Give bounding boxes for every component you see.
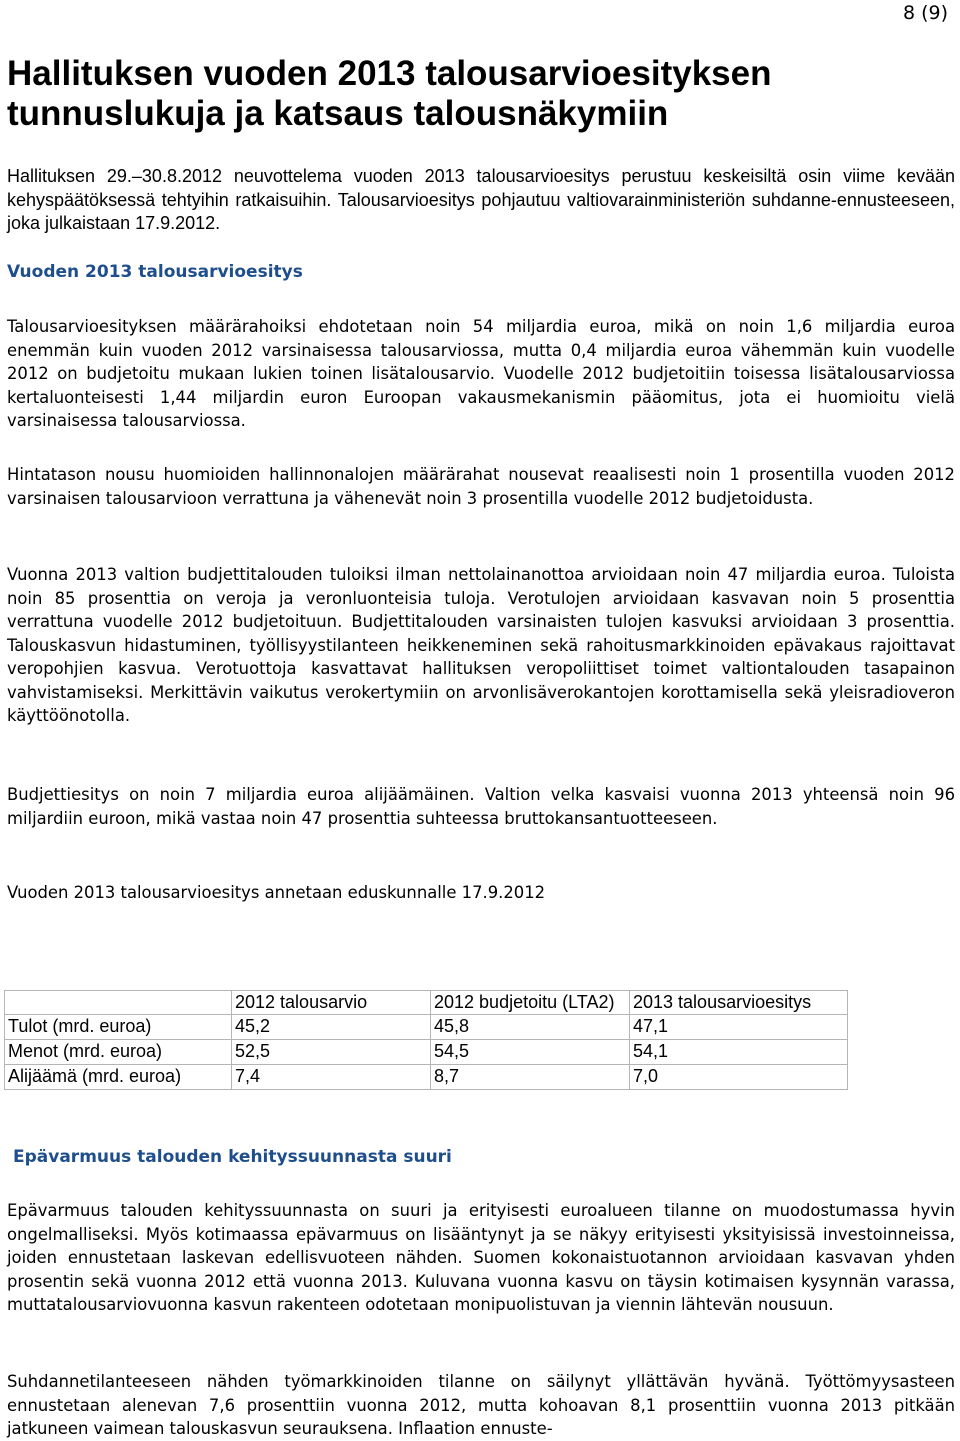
table-cell: 7,4 — [232, 1065, 431, 1090]
paragraph-uncertainty: Epävarmuus talouden kehityssuunnasta on suuri ja erityisesti euroalueen tilanne on muodostumassa hyvin ongelmalliseksi. Myös kotimaassa epävarmuus on lisääntynyt ja se näkyy erityisesti yksityisissä investoinneissa, joiden ennustetaan laskevan edellisvuoteen nähden. Suomen kokonaistuotannon arvioidaan kasvavan yhden prosentin sekä vuonna 2012 että vuonna 2013. Kuluvana vuonna kasvu on täysin kotimaisen kysynnän varassa, muttatalousarviovuonna kasvun rakenteen odotetaan monipuolistuvan ja viennin lähtevän nousuun. — [7, 1201, 955, 1314]
table-cell: 45,2 — [232, 1015, 431, 1040]
table-cell: 54,1 — [630, 1040, 848, 1065]
table-cell: 7,0 — [630, 1065, 848, 1090]
page-title: Hallituksen vuoden 2013 talousarvioesityksen tunnuslukuja ja katsaus talousnäkymiin — [7, 54, 772, 133]
table-header-cell: 2012 budjetoitu (LTA2) — [431, 991, 630, 1015]
table-row-label: Alijäämä (mrd. euroa) — [5, 1065, 232, 1090]
table-header-cell — [5, 991, 232, 1015]
table-cell: 8,7 — [431, 1065, 630, 1090]
table-cell: 47,1 — [630, 1015, 848, 1040]
paragraph-price-level: Hintatason nousu huomioiden hallinnonalojen määrärahat nousevat reaalisesti noin 1 prosentilla vuoden 2012 varsinaisen talousarvioon verrattuna ja vähenevät noin 3 prosentilla vuodelle 2012 budjetoidusta. — [7, 465, 955, 508]
table-row — [5, 1040, 848, 1065]
table-row-label: Menot (mrd. euroa) — [5, 1040, 232, 1065]
paragraph-labour-market: Suhdannetilanteeseen nähden työmarkkinoiden tilanne on säilynyt yllättävän hyvänä. Työttömyysasteen ennustetaan alenevan 7,6 prosenttiin vuonna 2012, mutta kohoavan 8,1 prosenttiin vuonna 2013 pitkään jatkuneen vaimean talouskasvun seurauksena. Inflaation ennuste- — [7, 1372, 955, 1438]
budget-summary-table — [4, 990, 848, 1090]
paragraph-submission-date: Vuoden 2013 talousarvioesitys annetaan eduskunnalle 17.9.2012 — [7, 883, 546, 902]
intro-paragraph: Hallituksen 29.–30.8.2012 neuvottelema vuoden 2013 talousarvioesitys perustuu keskeisiltä osin viime kevään kehyspäätöksessä tehtyihin ratkaisuihin. Talousarvioesitys pohjautuu valtiovarainministeriön suhdanne-ennusteeseen, joka julkaistaan 17.9.2012. — [7, 166, 955, 233]
paragraph-deficit: Budjettiesitys on noin 7 miljardia euroa alijäämäinen. Valtion velka kasvaisi vuonna 2013 yhteensä noin 96 miljardiin euroon, mikä vastaa noin 47 prosenttia suhteessa bruttokansantuotteeseen. — [7, 785, 955, 828]
table-cell: 52,5 — [232, 1040, 431, 1065]
paragraph-appropriations: Talousarvioesityksen määrärahoiksi ehdotetaan noin 54 miljardia euroa, mikä on noin 1,6 miljardia euroa enemmän kuin vuoden 2012 varsinaisessa talousarviossa, mutta 0,4 miljardia euroa vähemmän kuin vuodelle 2012 on budjetoitu mukaan lukien toinen lisätalousarvio. Vuodelle 2012 budjetoitiin toisessa lisätalousarviossa kertaluonteisesti 1,44 miljardin euron Euroopan vakausmekanismin pääomitus, jota ei huomioitu vielä varsinaisessa talousarviossa. — [7, 317, 955, 430]
table-header-cell: 2012 talousarvio — [232, 991, 431, 1015]
paragraph-revenues: Vuonna 2013 valtion budjettitalouden tuloiksi ilman nettolainanottoa arvioidaan noin 47 miljardia euroa. Tuloista noin 85 prosenttia on veroja ja veronluonteisia tuloja. Verotulojen arvioidaan kasvavan noin 5 prosenttia verrattuna vuodelle 2012 budjetoituun. Budjettitalouden varsinaisten tulojen kasvuksi arvioidaan 3 prosenttia. Talouskasvun hidastuminen, työllisyystilanteen heikkeneminen sekä rahoitusmarkkinoiden epävakaus rajoittavat veropohjien kasvua. Verotuottoja kasvattavat hallituksen veropoliittiset toimet valtiontalouden tasapainon vahvistamiseksi. Merkittävin vaikutus verokertymiin on arvonlisäverokantojen korottamisella sekä yleisradioveron käyttöönotolla. — [7, 565, 955, 725]
table-cell: 45,8 — [431, 1015, 630, 1040]
table-header-row — [5, 991, 848, 1015]
table-row — [5, 1015, 848, 1040]
section-heading-budget-2013: Vuoden 2013 talousarvioesitys — [7, 262, 303, 282]
table-row-label: Tulot (mrd. euroa) — [5, 1015, 232, 1040]
table-cell: 54,5 — [431, 1040, 630, 1065]
page-number: 8 (9) — [902, 2, 948, 24]
section-heading-uncertainty: Epävarmuus talouden kehityssuunnasta suuri — [13, 1147, 452, 1167]
table-row — [5, 1065, 848, 1090]
table-header-cell: 2013 talousarvioesitys — [630, 991, 848, 1015]
